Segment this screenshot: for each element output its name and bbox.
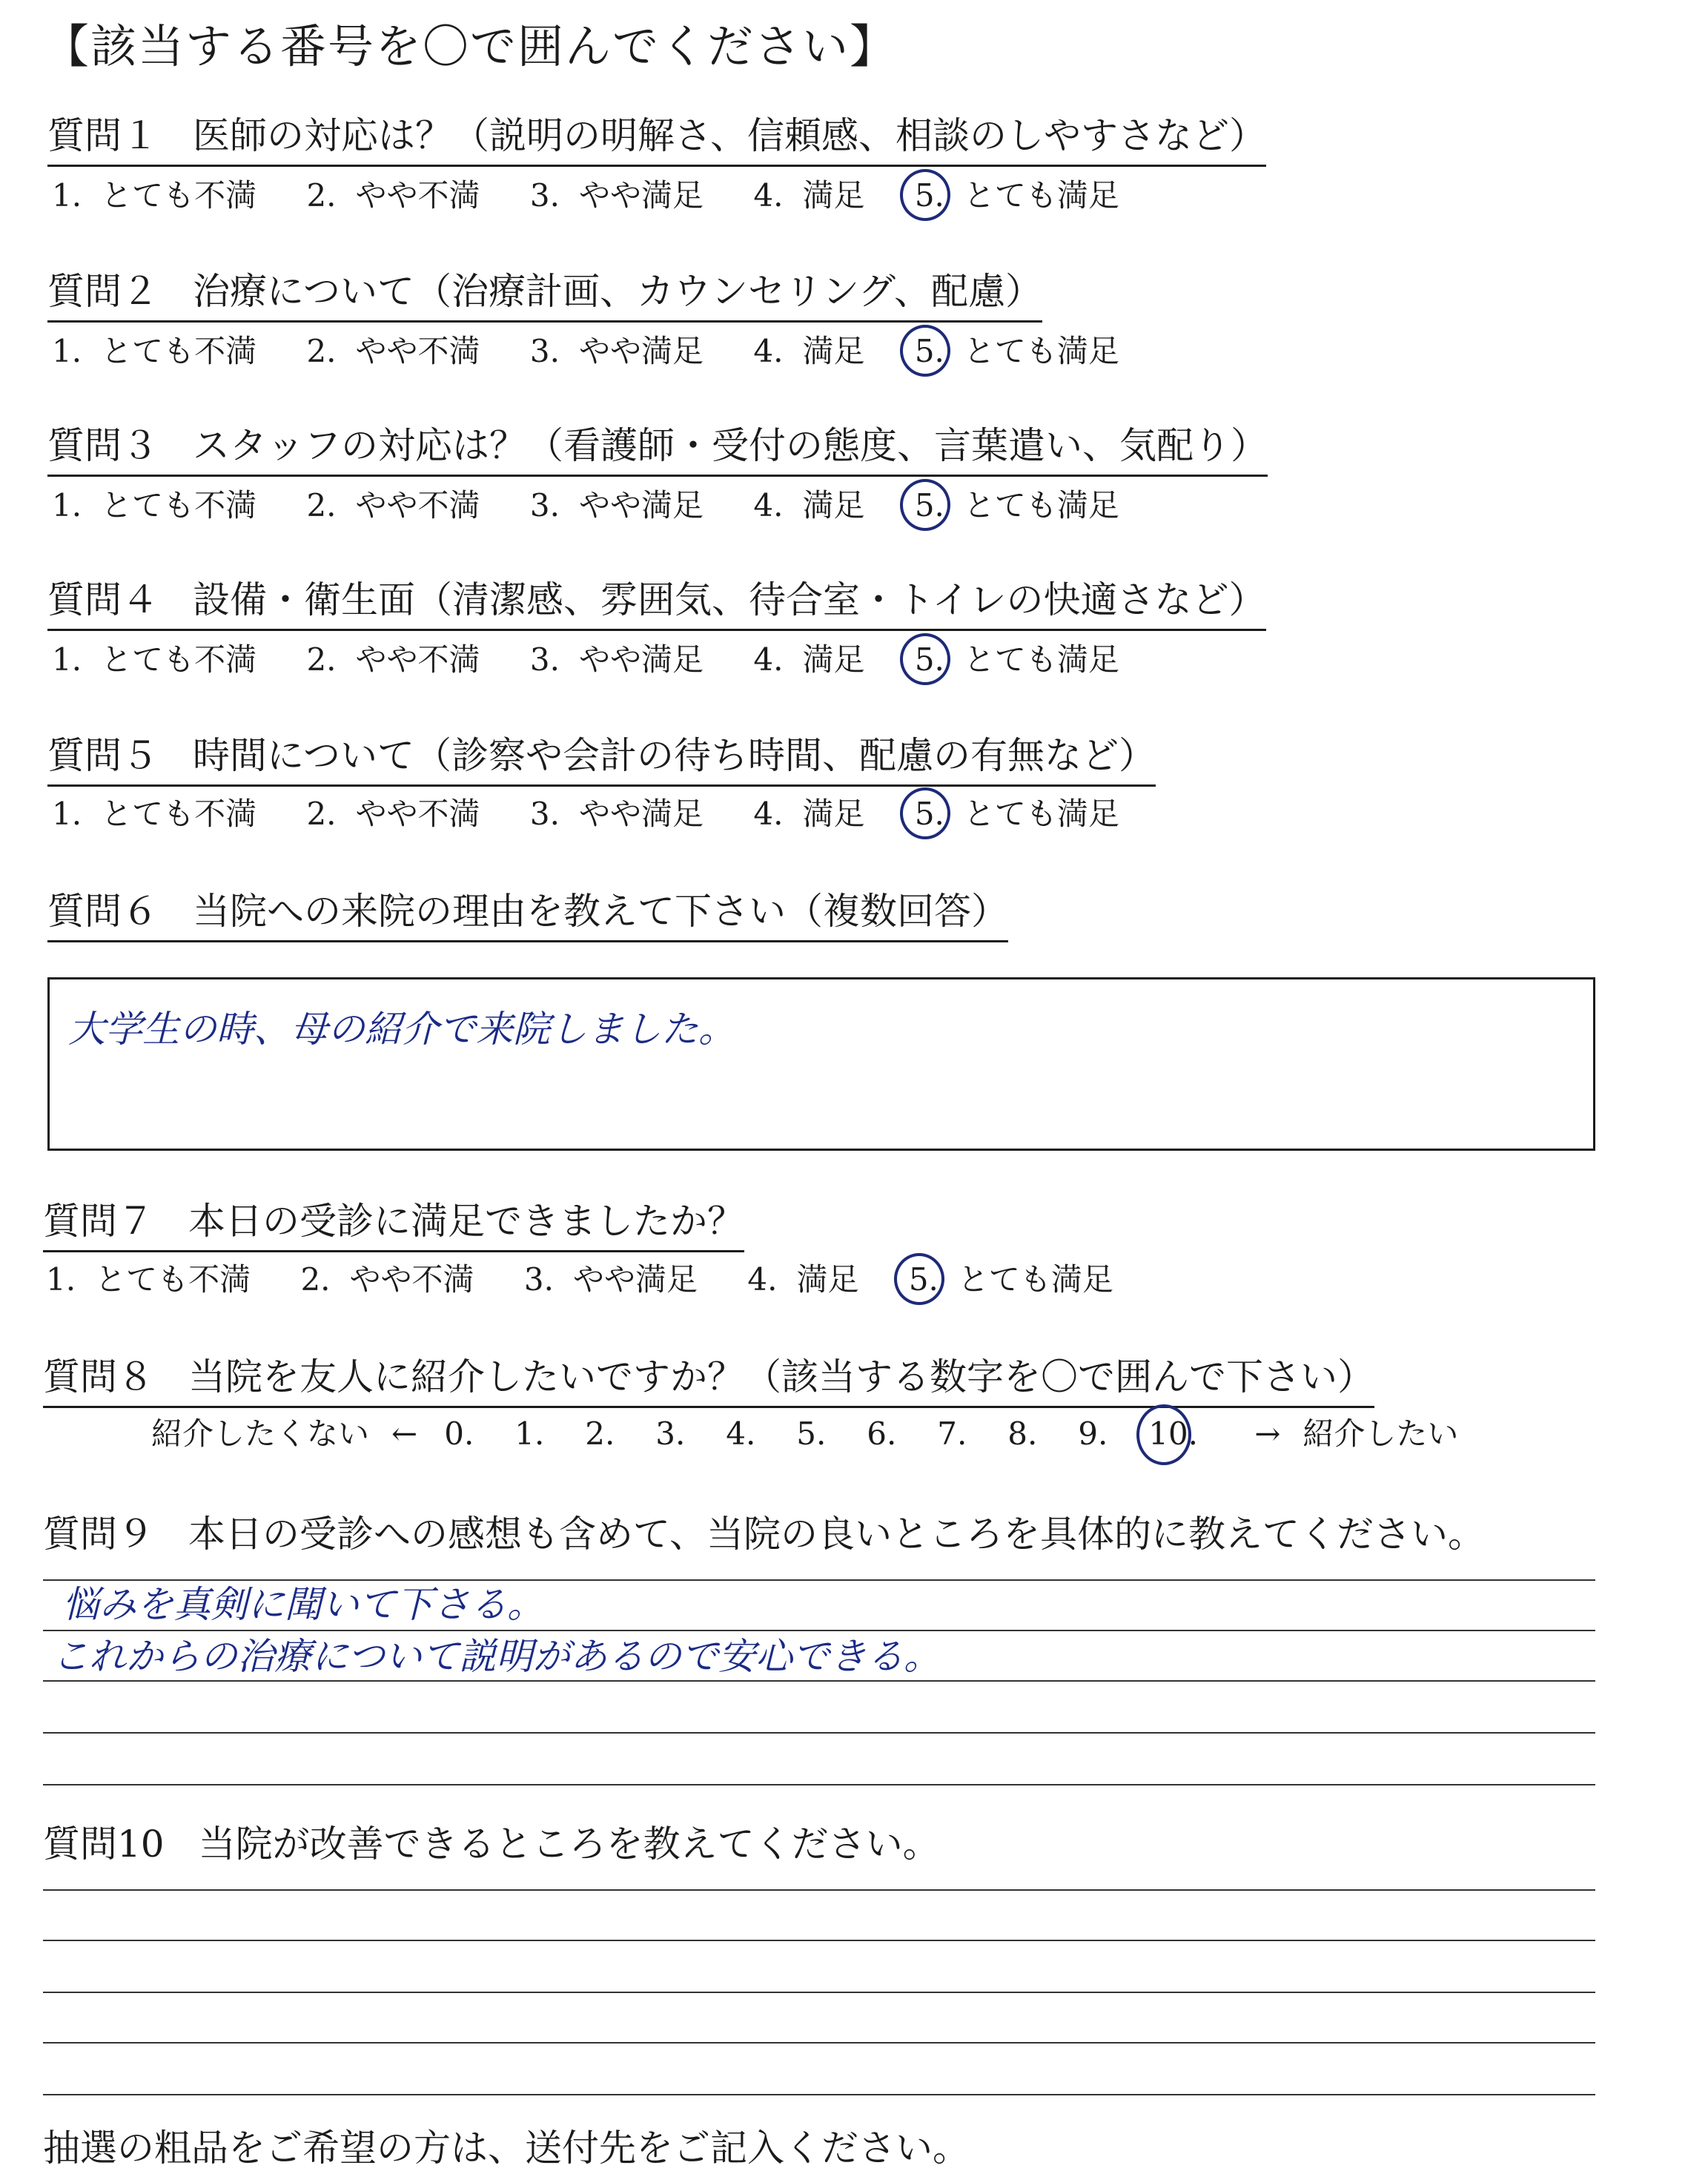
option-2[interactable]: 2. やや不満 [306,177,480,214]
question-1-options [52,175,1159,217]
form-title: 【該当する番号を〇で囲んでください】 [43,19,898,73]
option-3[interactable]: 3. やや満足 [529,333,704,369]
question-1-heading [47,110,1266,167]
option-5-selected[interactable]: 5. とても満足 [914,177,1119,214]
question-5-heading [47,730,1156,787]
question-number: 質問３ [47,424,159,467]
question-number: 質問２ [47,270,159,313]
answer-line[interactable] [43,1889,1595,1891]
option-5-selected[interactable]: 5. とても満足 [914,796,1119,832]
scale-option-10-selected[interactable]: 10. [1148,1413,1219,1455]
answer-line[interactable] [43,1784,1595,1785]
scale-option-3[interactable]: 3. [655,1415,686,1452]
question-text: 当院を友人に紹介したいですか？（該当する数字を〇で囲んで下さい） [188,1355,1374,1398]
question-number: 質問１ [47,114,159,157]
question-5-options [52,793,1159,835]
left-arrow-icon: ← [391,1415,418,1452]
answer-line[interactable] [43,1940,1595,1941]
scale-option-9[interactable]: 9. [1078,1415,1108,1452]
option-1[interactable]: 1. とても不満 [52,333,257,369]
question-text: 治療について（治療計画、カウンセリング、配慮） [193,270,1042,313]
answer-line[interactable] [43,1992,1595,1993]
question-4-heading [47,574,1266,631]
option-4[interactable]: 4. 満足 [753,487,865,523]
scale-option-7[interactable]: 7. [937,1415,967,1452]
question-text: 当院への来院の理由を教えて下さい（複数回答） [193,890,1008,933]
option-2[interactable]: 2. やや不満 [306,487,480,523]
option-3[interactable]: 3. やや満足 [529,641,704,678]
question-number: 質問４ [47,578,159,621]
question-text: 当院が改善できるところを教えてください。 [198,1823,940,1866]
option-3[interactable]: 3. やや満足 [529,177,704,214]
option-5-selected[interactable]: 5. とても満足 [908,1261,1113,1298]
option-3[interactable]: 3. やや満足 [529,796,704,832]
question-6-answer-box[interactable] [47,977,1595,1151]
answer-line[interactable] [43,2042,1595,2044]
option-2[interactable]: 2. やや不満 [306,641,480,678]
option-4[interactable]: 4. 満足 [753,641,865,678]
question-number: 質問６ [47,890,159,933]
question-text: 医師の対応は？（説明の明解さ、信頼感、相談のしやすさなど） [193,114,1266,157]
question-7-options [46,1259,1153,1301]
question-text: スタッフの対応は？（看護師・受付の態度、言葉遣い、気配り） [193,424,1268,467]
option-2[interactable]: 2. やや不満 [306,333,480,369]
question-6-heading [47,885,1008,942]
option-2[interactable]: 2. やや不満 [306,796,480,832]
question-text: 時間について（診察や会計の待ち時間、配慮の有無など） [193,734,1156,777]
scale-option-6[interactable]: 6. [867,1415,897,1452]
question-number: 質問７ [43,1200,154,1243]
question-8-scale [151,1413,1458,1455]
answer-line[interactable] [43,1579,1595,1581]
answer-line[interactable] [43,1732,1595,1734]
scale-option-4[interactable]: 4. [726,1415,756,1452]
answer-line[interactable] [43,2094,1595,2095]
scale-option-0[interactable]: 0. [444,1415,474,1452]
question-9-handwritten-line-1: 悩みを真剣に聞いて下さる。 [62,1583,544,1626]
option-1[interactable]: 1. とても不満 [52,177,257,214]
option-3[interactable]: 3. やや満足 [529,487,704,523]
question-8-heading [43,1351,1374,1408]
option-2[interactable]: 2. やや不満 [300,1261,474,1298]
answer-line[interactable] [43,1680,1595,1682]
footer-note: 抽選の粗品をご希望の方は、送付先をご記入ください。 [43,2127,970,2170]
scale-left-label: 紹介したくない [151,1415,370,1452]
scale-option-8[interactable]: 8. [1007,1415,1038,1452]
question-2-heading [47,265,1042,323]
option-3[interactable]: 3. やや満足 [523,1261,698,1298]
question-text: 設備・衛生面（清潔感、雰囲気、待合室・トイレの快適さなど） [193,578,1266,621]
option-5-selected[interactable]: 5. とても満足 [914,487,1119,523]
question-number: 質問10 [43,1823,165,1866]
question-text: 本日の受診に満足できましたか？ [188,1200,744,1243]
question-4-options [52,639,1159,681]
question-2-options [52,331,1159,372]
option-4[interactable]: 4. 満足 [747,1261,859,1298]
right-arrow-icon: → [1254,1415,1281,1452]
scale-right-label: 紹介したい [1302,1415,1459,1452]
option-4[interactable]: 4. 満足 [753,177,865,214]
question-3-heading [47,420,1268,477]
option-1[interactable]: 1. とても不満 [46,1261,251,1298]
option-4[interactable]: 4. 満足 [753,796,865,832]
scale-option-1[interactable]: 1. [514,1415,545,1452]
question-6-handwritten-answer: 大学生の時、母の紹介で来院しました。 [68,1008,735,1051]
question-number: 質問９ [43,1513,154,1556]
scale-option-2[interactable]: 2. [585,1415,615,1452]
option-1[interactable]: 1. とても不満 [52,641,257,678]
question-number: 質問８ [43,1355,154,1398]
question-9-handwritten-line-2: これからの治療について説明があるので安心できる。 [52,1635,941,1678]
scale-option-5[interactable]: 5. [796,1415,827,1452]
question-10-heading [43,1818,940,1873]
question-9-heading [43,1508,1485,1563]
option-1[interactable]: 1. とても不満 [52,796,257,832]
option-5-selected[interactable]: 5. とても満足 [914,641,1119,678]
question-7-heading [43,1195,744,1252]
option-5-selected[interactable]: 5. とても満足 [914,333,1119,369]
option-1[interactable]: 1. とても不満 [52,487,257,523]
question-3-options [52,485,1159,526]
answer-line[interactable] [43,1630,1595,1631]
option-4[interactable]: 4. 満足 [753,333,865,369]
question-number: 質問５ [47,734,159,777]
question-text: 本日の受診への感想も含めて、当院の良いところを具体的に教えてください。 [188,1513,1485,1556]
